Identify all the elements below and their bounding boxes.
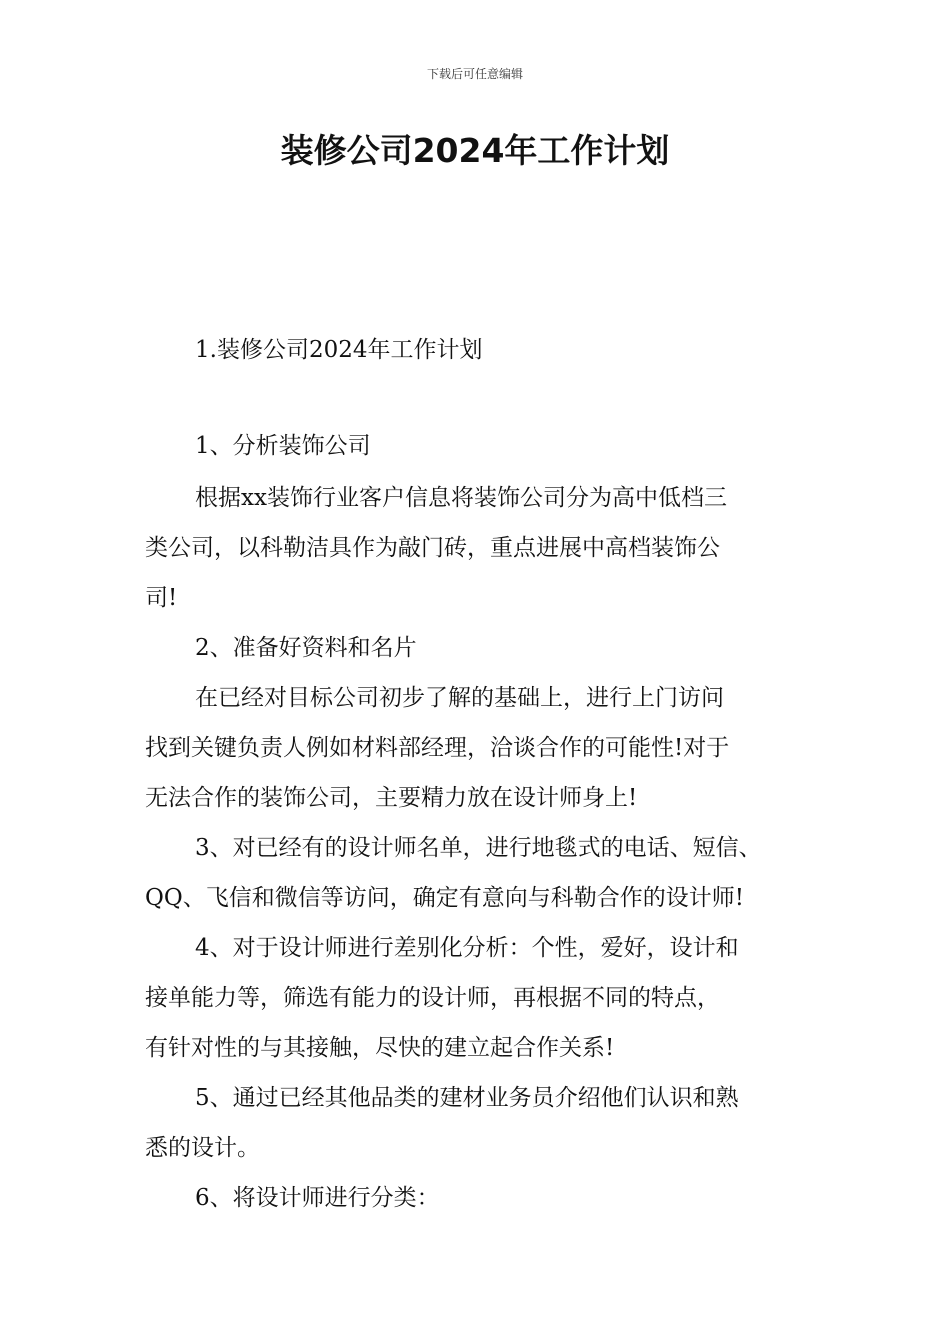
paragraph-line: 3、对已经有的设计师名单，进行地毯式的电话、短信、 [195,835,762,861]
paragraph-line: 4、对于设计师进行差别化分析：个性，爱好，设计和 [195,935,739,961]
paragraph-line: 2、准备好资料和名片 [195,635,417,661]
paragraph-line: 找到关键负责人例如材料部经理，洽谈合作的可能性!对于 [145,735,730,761]
paragraph-line: 根据xx装饰行业客户信息将装饰公司分为高中低档三 [195,485,727,511]
paragraph-line: 有针对性的与其接触，尽快的建立起合作关系! [145,1035,615,1061]
section-subtitle: 1.装修公司2024年工作计划 [195,337,483,363]
paragraph-line: 5、通过已经其他品类的建材业务员介绍他们认识和熟 [195,1085,739,1111]
paragraph-line: 接单能力等，筛选有能力的设计师，再根据不同的特点， [145,985,720,1011]
paragraph-line: 1、分析装饰公司 [195,433,371,459]
paragraph-line: 司! [145,585,178,611]
paragraph-line: 6、将设计师进行分类： [195,1185,440,1211]
page-title: 装修公司2024年工作计划 [280,131,670,170]
header-note: 下载后可任意编辑 [426,67,523,81]
paragraph-line: 在已经对目标公司初步了解的基础上，进行上门访问 [195,685,724,711]
paragraph-line: QQ、飞信和微信等访问，确定有意向与科勒合作的设计师! [145,885,744,911]
paragraph-line: 悉的设计。 [145,1135,260,1161]
paragraph-line: 无法合作的装饰公司，主要精力放在设计师身上! [145,785,638,811]
paragraph-line: 类公司，以科勒洁具作为敲门砖，重点进展中高档装饰公 [145,535,720,561]
